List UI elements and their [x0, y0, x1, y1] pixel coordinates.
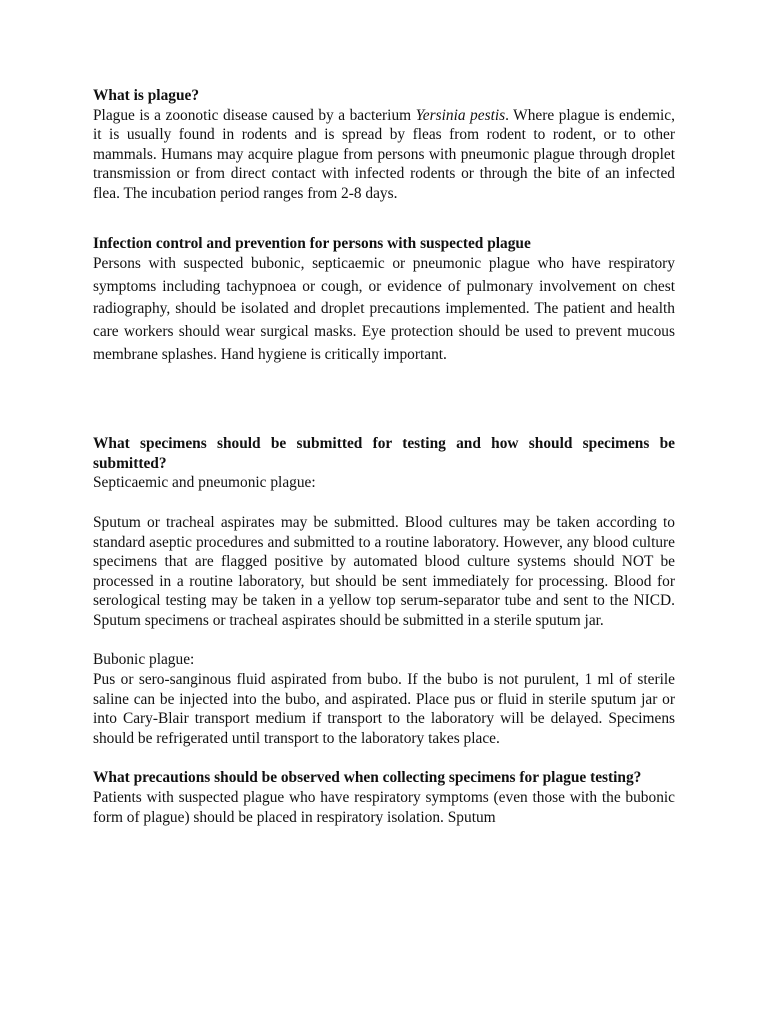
species-name: Yersinia pestis — [415, 106, 506, 124]
paragraph-infection-control: Persons with suspected bubonic, septicaemic or pneumonic plague who have respiratory symptoms including tachypnoea or cough, or evidence of pulmonary involvement on chest radiography, should be isolated and droplet precautions implemented. The patient and health care workers should wear surgical masks. Eye protection should be used to prevent mucous membrane splashes. Hand hygiene is critically important. — [93, 255, 675, 363]
document-page — [93, 86, 675, 827]
paragraph-septicaemic-pneumonic: Sputum or tracheal aspirates may be submitted. Blood cultures may be taken according to standard aseptic procedures and submitted to a routine laboratory. However, any blood culture specimens that are flagged positive by automated blood culture systems should NOT be processed in a routine laboratory, but should be sent immediately for processing. Blood for serological testing may be taken in a yellow top serum-separator tube and sent to the NICD. Sputum specimens or tracheal aspirates should be submitted in a sterile sputum jar. — [93, 513, 675, 629]
spacer — [93, 748, 675, 768]
heading-infection-control: Infection control and prevention for persons with suspected plague — [93, 234, 531, 252]
spacer — [93, 493, 675, 513]
heading-what-is-plague: What is plague? — [93, 87, 200, 104]
spacer — [93, 204, 675, 234]
subheading-bubonic: Bubonic plague: — [93, 651, 195, 669]
spacer — [93, 366, 675, 434]
paragraph-bubonic: Pus or sero-sanginous fluid aspirated from bubo. If the bubo is not purulent, 1 ml of sterile saline can be injected into the bubo, and aspirated. Place pus or fluid in sterile sputum jar or into Cary-Blair transport medium if transport to the laboratory will be delayed. Specimens should be refrigerated until transport to the laboratory takes place. — [93, 671, 675, 747]
heading-specimens: What specimens should be submitted for testing and how should specimens be submitted? — [93, 435, 675, 472]
heading-precautions: What precautions should be observed when collecting specimens for plague testing? — [93, 769, 642, 787]
paragraph-what-is-plague — [93, 106, 675, 204]
paragraph-text: Plague is a zoonotic disease caused by a bacterium — [93, 106, 416, 124]
paragraph-precautions: Patients with suspected plague who have respiratory symptoms (even those with the bubonic form of plague) should be placed in respiratory isolation. Sputum — [93, 789, 675, 826]
subheading-septicaemic-pneumonic: Septicaemic and pneumonic plague: — [93, 474, 316, 492]
paragraph-text: . Where plague is endemic, it is usually found in rodents and is spread by fleas from rodent to rodent, or to other mammals. Humans may acquire plague from persons with pneumonic plague through droplet transmission or from direct contact with infected rodents or through the bite of an infected flea. The incubation period ranges from 2-8 days. — [93, 106, 675, 202]
spacer — [93, 630, 675, 650]
